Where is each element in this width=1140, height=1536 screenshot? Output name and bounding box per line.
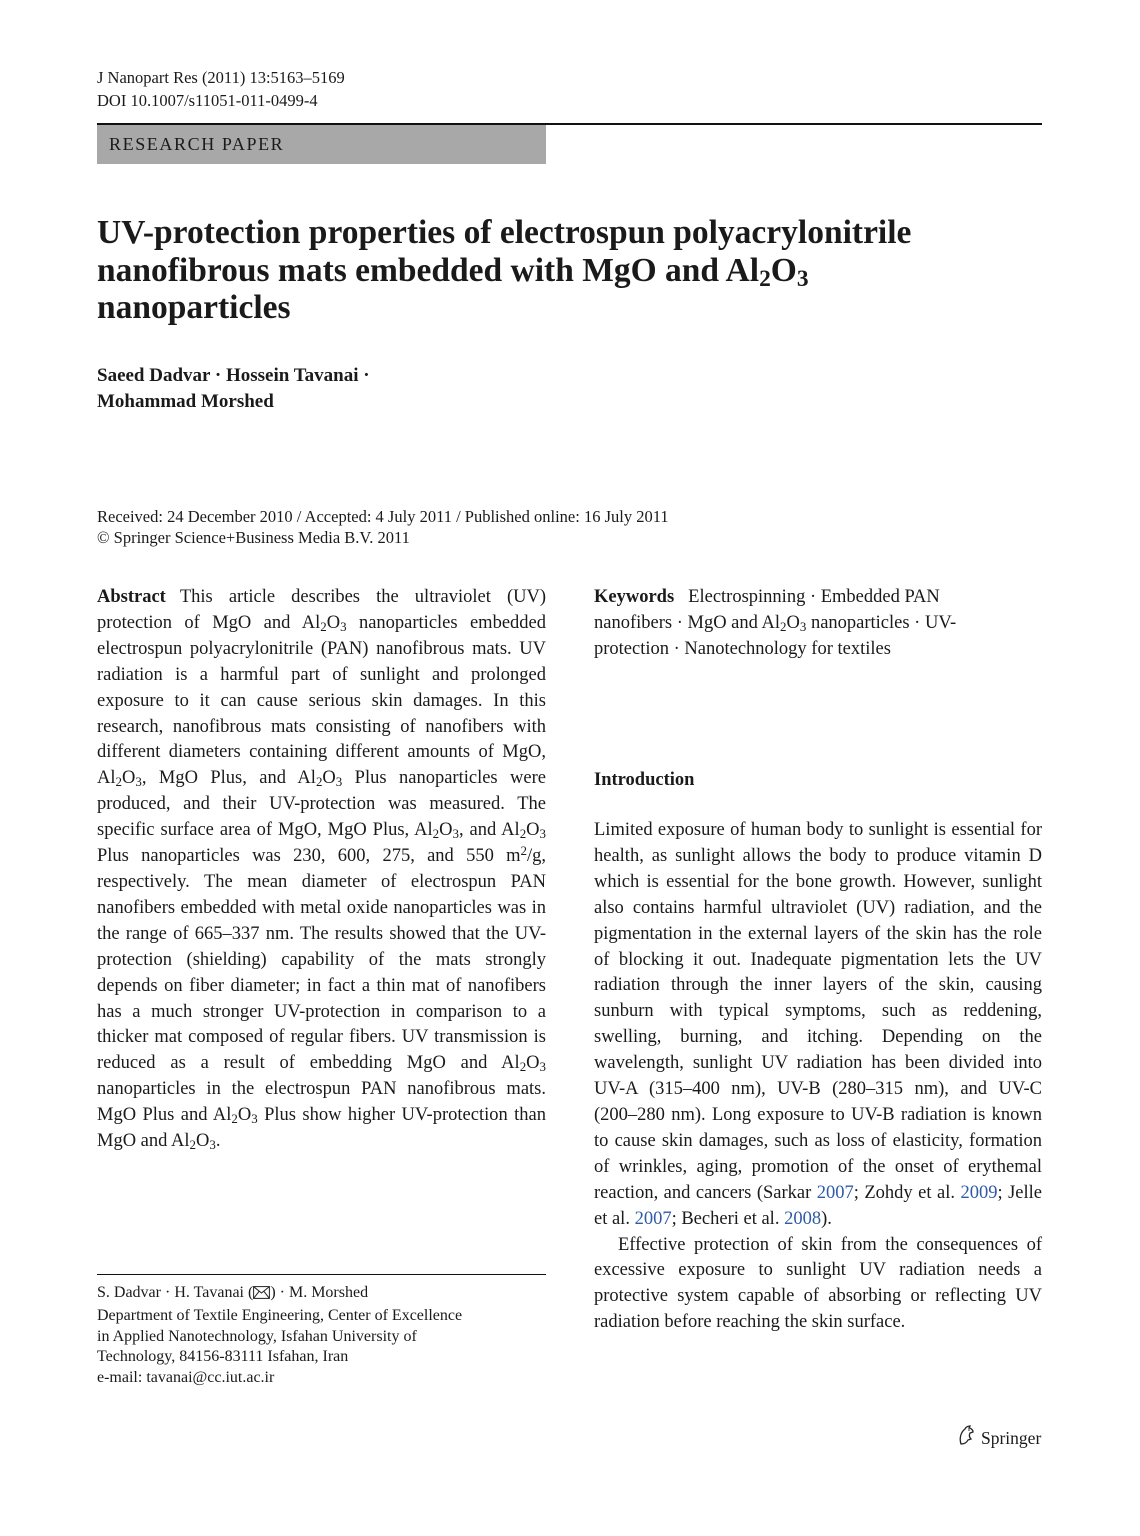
abstract-label: Abstract (97, 587, 166, 607)
journal-header (97, 66, 345, 112)
paragraph: Effective protection of skin from the consequences of excessive exposure to sunlight UV radiation needs a protective system capable of absorbing or reflecting UV radiation before reaching the skin surface. (594, 1234, 1042, 1333)
author-affiliation: S. Dadvar · H. Tavanai ( ) · M. Morshed Department of Textile Engineering, Center of Excellence in Applied Nanotechnology, Isfahan University of Technology, 84156-83111 Isfahan, Iran e-mail: tavanai@cc.iut.ac.ir (97, 1283, 546, 1389)
publisher-logo (956, 1424, 1041, 1452)
title-line-1: UV-protection properties of electrospun polyacrylonitrile (97, 214, 912, 251)
section-heading-introduction: Introduction (594, 770, 695, 790)
springer-horse-icon (956, 1424, 976, 1452)
citation-link[interactable]: 2007 (816, 1182, 854, 1203)
paper-title (97, 214, 997, 327)
keywords-label: Keywords (594, 587, 675, 607)
citation-link[interactable]: 2007 (634, 1208, 672, 1229)
author-list: Saeed Dadvar · Hossein Tavanai · Mohammad Morshed (97, 365, 370, 412)
keywords: Keywords Electrospinning · Embedded PAN nanofibers · MgO and $Al_2O_3$ nanoparticles · UV-protection · Nanotechnology for textiles (594, 587, 957, 659)
section-label: RESEARCH PAPER (97, 125, 546, 164)
journal-citation: J Nanopart Res (2011) 13:5163–5169 (97, 68, 345, 87)
copyright: © Springer Science+Business Media B.V. 2011 (97, 528, 410, 547)
publication-dates (97, 506, 669, 548)
publisher-name: Springer (981, 1428, 1042, 1448)
title-line-2: nanofibrous mats embedded with MgO and $Al_2O_3$ (97, 251, 809, 292)
citation-link[interactable]: 2008 (784, 1208, 822, 1229)
envelope-icon (253, 1285, 270, 1306)
email: e-mail: tavanai@cc.iut.ac.ir (97, 1369, 275, 1387)
introduction-body (594, 818, 1042, 1336)
abstract: Abstract This article describes the ultraviolet (UV) protection of MgO and $Al_2O_3$ nanoparticles embedded electrospun polyacrylonitrile (PAN) nanofibrous mats. UV radiation is a harmful part of sunlight and prolonged exposure to it can cause serious skin damages. In this research, nanofibrous mats consisting of nanofibers with different diameters containing different amounts of MgO, $Al_2O_3$, MgO Plus, and $Al_2O_3$ Plus nanoparticles were produced, and their UV-protection was measured. The specific surface area of MgO, MgO Plus, $Al_2O_3$, and $Al_2O_3$ Plus nanoparticles was 230, 600, 275, and 550 $m^2/g$, respectively. The mean diameter of electrospun PAN nanofibers embedded with metal oxide nanoparticles was in the range of 665–337 nm. The results showed that the UV-protection (shielding) capability of the mats strongly depends on fiber diameter; in fact a thin mat of nanofibers has a much stronger UV-protection in comparison to a thicker mat composed of regular fibers. UV transmission is reduced as a result of embedding MgO and $Al_2O_3$ nanoparticles in the electrospun PAN nanofibrous mats. MgO Plus and $Al_2O_3$ Plus show higher UV-protection than MgO and $Al_2O_3$. (97, 587, 546, 1153)
history-dates: Received: 24 December 2010 / Accepted: 4 July 2011 / Published online: 16 July 2011 (97, 507, 669, 526)
citation-link[interactable]: 2009 (960, 1182, 998, 1203)
journal-doi: DOI 10.1007/s11051-011-0499-4 (97, 91, 318, 110)
paragraph: Limited exposure of human body to sunlight is essential for health, as sunlight allows the body to produce vitamin D which is essential for the bone growth. However, sunlight also contains harmful ultraviolet (UV) radiation, and the pigmentation in the external layers of the skin has the role of blocking it out. Inadequate pigmentation lets the UV radiation through the inner layers of the skin, causing sunburn with typical symptoms, such as reddening, swelling, burning, and itching. Depending on the wavelength, sunlight UV radiation has been divided into UV-A (315–400 nm), UV-B (280–315 nm), and UV-C (200–280 nm). Long exposure to UV-B radiation is known to cause skin damages, such as loss of elasticity, formation of wrinkles, aging, promotion of the onset of erythemal reaction, and cancers (Sarkar 2007; Zohdy et al. 2009; Jelle et al. 2007; Becheri et al. 2008). (594, 820, 1042, 1229)
title-line-3: nanoparticles (97, 289, 291, 326)
footnote-rule (97, 1274, 546, 1275)
